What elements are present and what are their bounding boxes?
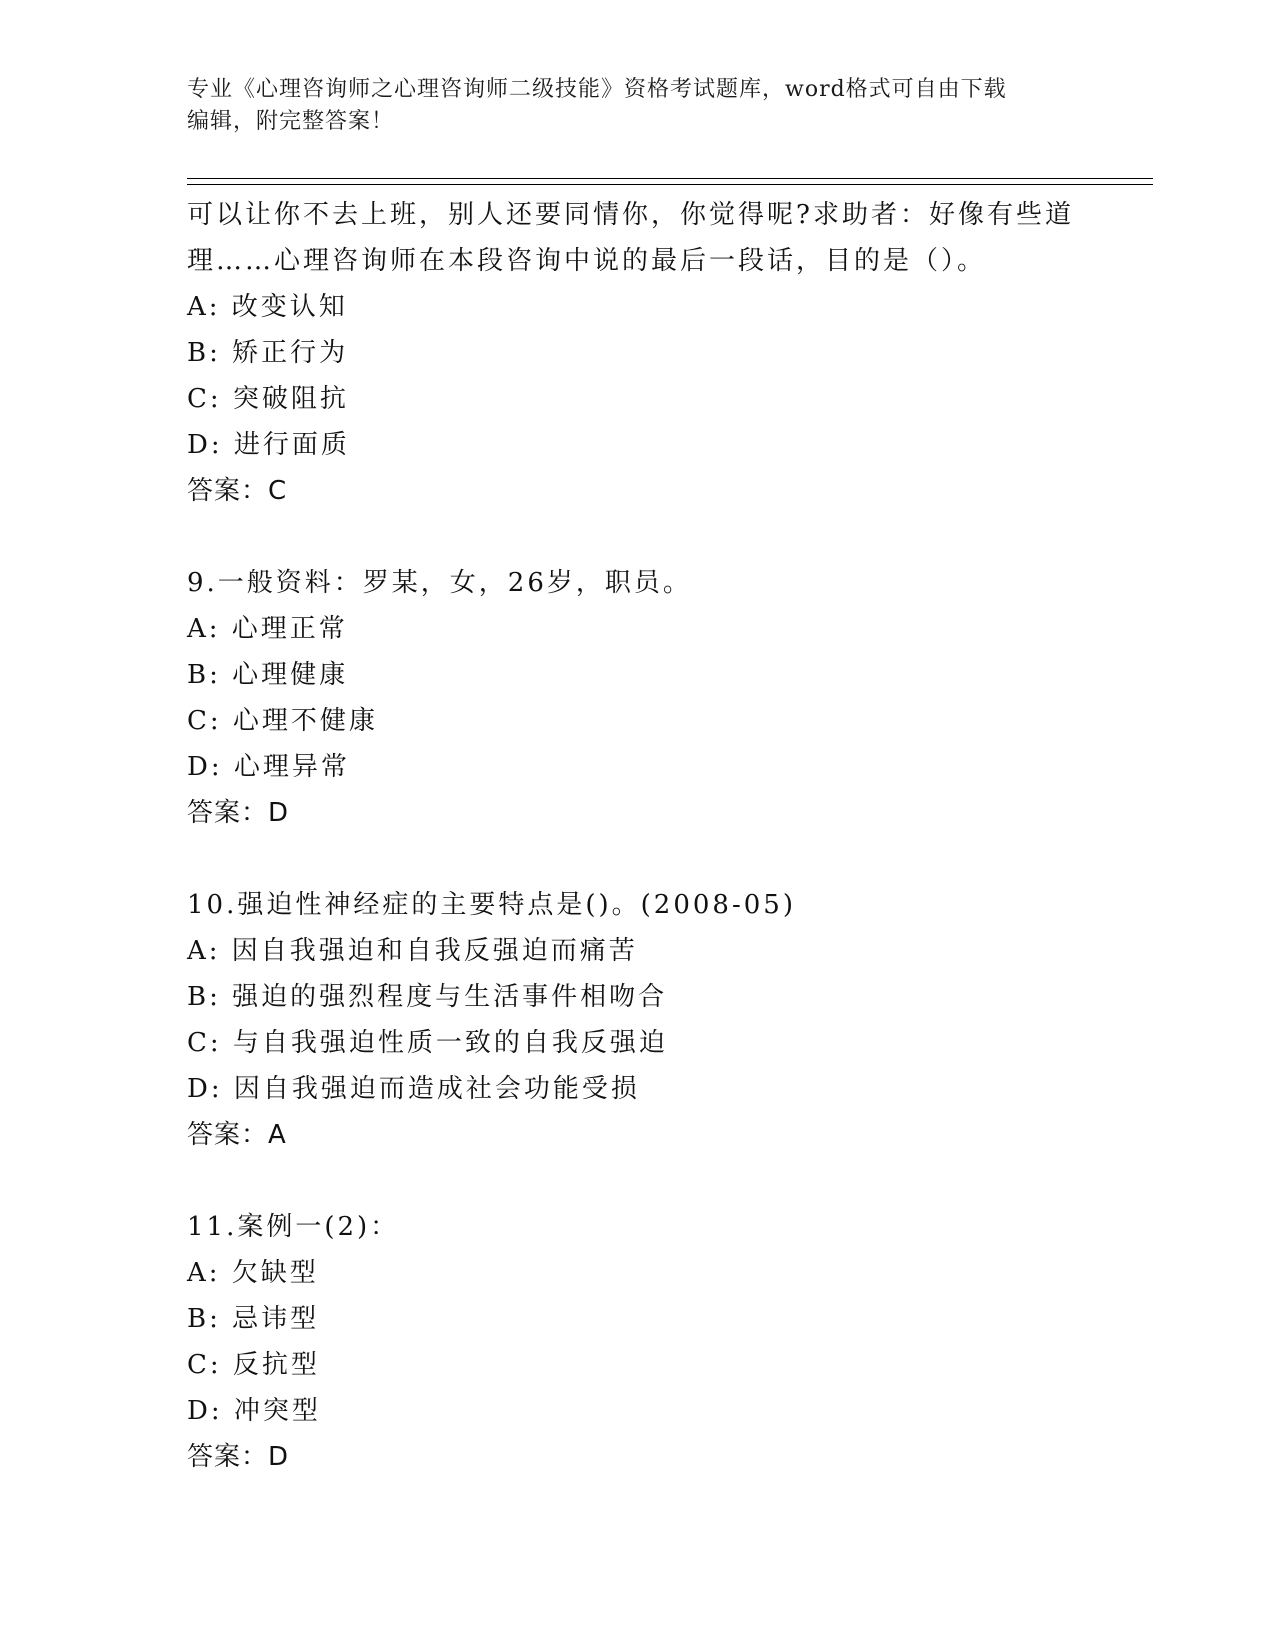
question-9: [187, 560, 1087, 836]
question-10: [187, 882, 1087, 1158]
answer: 答案：C: [187, 476, 288, 506]
option-b: B: 忌讳型: [187, 1304, 320, 1334]
option-c: C: 反抗型: [187, 1350, 320, 1380]
option-d: D: 因自我强迫而造成社会功能受损: [187, 1074, 640, 1104]
question-text: 可以让你不去上班，别人还要同情你，你觉得呢?求助者：好像有些道: [187, 200, 1074, 230]
document-header: [187, 74, 1067, 138]
answer: 答案：D: [187, 1442, 290, 1472]
option-a: A: 改变认知: [187, 292, 348, 322]
option-a: A: 心理正常: [187, 614, 348, 644]
question-text: 11.案例一(2)：: [187, 1212, 400, 1242]
option-b: B: 强迫的强烈程度与生活事件相吻合: [187, 982, 668, 1012]
question-text: 9.一般资料：罗某，女，26岁，职员。: [187, 568, 692, 598]
question-list: [187, 192, 1087, 1480]
answer: 答案：A: [187, 1120, 287, 1150]
header-rule-bottom: [187, 184, 1153, 185]
option-b: B: 心理健康: [187, 660, 349, 690]
question-8: [187, 192, 1087, 514]
answer: 答案：D: [187, 798, 290, 828]
option-c: C: 与自我强迫性质一致的自我反强迫: [187, 1028, 668, 1058]
option-c: C: 突破阻抗: [187, 384, 349, 414]
option-d: D: 进行面质: [187, 430, 350, 460]
option-b: B: 矫正行为: [187, 338, 349, 368]
question-11: [187, 1204, 1087, 1480]
header-line-2: 编辑，附完整答案！: [187, 109, 395, 134]
spacer: [187, 1158, 1087, 1204]
option-d: D: 心理异常: [187, 752, 350, 782]
header-rule-top: [187, 178, 1153, 179]
spacer: [187, 836, 1087, 882]
option-c: C: 心理不健康: [187, 706, 378, 736]
question-text: 10.强迫性神经症的主要特点是()。(2008-05): [187, 890, 796, 920]
question-text: 理……心理咨询师在本段咨询中说的最后一段话，目的是（）。: [187, 246, 987, 276]
option-a: A: 因自我强迫和自我反强迫而痛苦: [187, 936, 638, 966]
option-d: D: 冲突型: [187, 1396, 321, 1426]
spacer: [187, 514, 1087, 560]
option-a: A: 欠缺型: [187, 1258, 319, 1288]
header-line-1: 专业《心理咨询师之心理咨询师二级技能》资格考试题库，word格式可自由下载: [187, 77, 1007, 102]
